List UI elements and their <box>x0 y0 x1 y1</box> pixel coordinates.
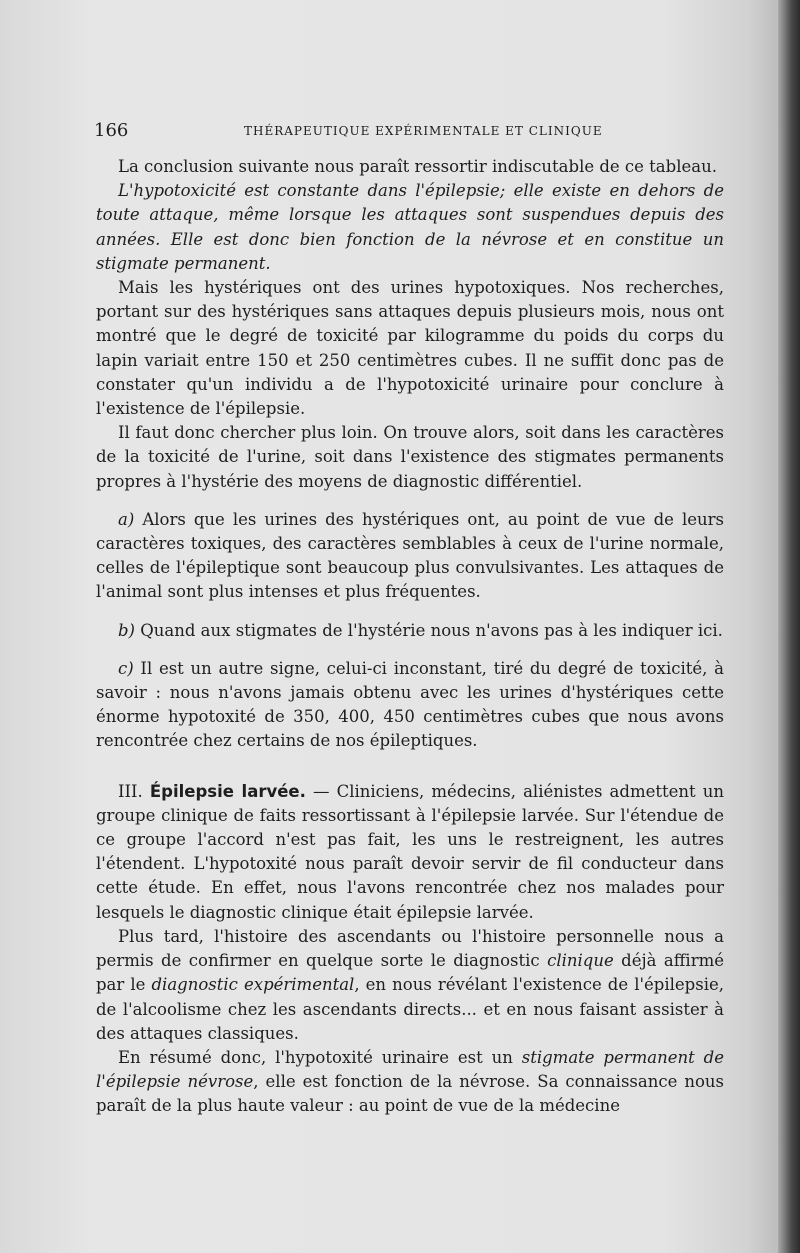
page-number: 166 <box>94 120 129 141</box>
italic-run: clinique <box>547 951 614 971</box>
paragraph-conclusion: La conclusion suivante nous paraît ressortir indiscutable de ce tableau. <box>118 157 717 176</box>
italic-run: diagnostic expérimental <box>151 975 355 995</box>
paragraph-summary <box>96 1046 724 1119</box>
text-run: , en nous révélant l'existence de l'épilepsie, de l'alcoolisme chez les ascendants directs... et en nous faisant assister à des attaques classiques. <box>96 975 724 1043</box>
paragraph-italic-statement <box>96 179 724 276</box>
item-a-text: Alors que les urines des hystériques ont, au point de vue de leurs caractères toxiques, des caractères semblables à ceux de l'urine normale, celles de l'épileptique sont beaucoup plus convulsivantes. Les attaques de l'animal sont plus intenses et plus fréquentes. <box>96 509 724 602</box>
item-b <box>96 619 724 643</box>
italic-statement: L'hypotoxicité est constante dans l'épilepsie; elle existe en dehors de toute attaque, même lorsque les attaques sont suspendues depuis des années. Elle est donc bien fonction de la névrose et en constitue un stigmate permanent. <box>96 181 724 273</box>
section-3-title: Épilepsie larvée. <box>149 781 306 801</box>
section-3-number: III. <box>118 781 143 801</box>
item-c <box>96 657 724 754</box>
paragraph-hysterics: Mais les hystériques ont des urines hypotoxiques. Nos recherches, portant sur des hystériques sans attaques depuis plusieurs mois, nous ont montré que le degré de toxicité par kilogramme du poids du corps du lapin variait entre 150 et 250 centimètres cubes. Il ne suffit donc pas de constater qu'un individu a de l'hypotoxicité urinaire pour conclure à l'existence de l'épilepsie. <box>96 278 724 419</box>
running-title: THÉRAPEUTIQUE EXPÉRIMENTALE ET CLINIQUE <box>244 124 603 138</box>
paragraph-later-history <box>96 925 724 1046</box>
item-a <box>96 508 724 605</box>
section-3 <box>96 780 724 925</box>
text-run: En résumé donc, l'hypotoxité urinaire est un <box>118 1047 522 1067</box>
item-b-text: Quand aux stigmates de l'hystérie nous n'avons pas à les indiquer ici. <box>140 620 723 640</box>
section-3-text: — Cliniciens, médecins, aliénistes admettent un groupe clinique de faits ressortissant à l'épilepsie larvée. Sur l'étendue de ce groupe l'accord n'est pas fait, les uns le restreignent, les autres l'étendent. L'hypotoxité nous paraît devoir servir de fil conducteur dans cette étude. En effet, nous l'avons rencontrée chez nos malades pour lesquels le diagnostic clinique était épilepsie larvée. <box>96 781 724 922</box>
item-b-label: b) <box>118 620 135 640</box>
italic-run: stigmate permanent de l'épilepsie névrose <box>96 1047 724 1092</box>
item-c-label: c) <box>118 658 134 678</box>
page-header <box>94 120 724 142</box>
item-a-label: a) <box>118 509 135 529</box>
text-run: Plus tard, l'histoire des ascendants ou l'histoire personnelle nous a permis de confirmer en quelque sorte le diagnostic <box>96 926 724 971</box>
item-c-text: Il est un autre signe, celui-ci inconstant, tiré du degré de toxicité, à savoir : nous n'avons jamais obtenu avec les urines d'hystériques cette énorme hypotoxité de 350, 400, 450 centimètres cubes que nous avons rencontrée chez certains de nos épileptiques. <box>96 658 724 751</box>
page-edge <box>778 0 800 1253</box>
text-run: , elle est fonction de la névrose. Sa connaissance nous paraît de la plus haute valeur : au point de vue de la médecine <box>96 1072 724 1116</box>
paragraph-differential: Il faut donc chercher plus loin. On trouve alors, soit dans les caractères de la toxicité de l'urine, soit dans l'existence des stigmates permanents propres à l'hystérie des moyens de diagnostic différentiel. <box>96 423 724 491</box>
body-text <box>96 155 724 1119</box>
text-run: déjà affirmé par le <box>96 951 725 995</box>
